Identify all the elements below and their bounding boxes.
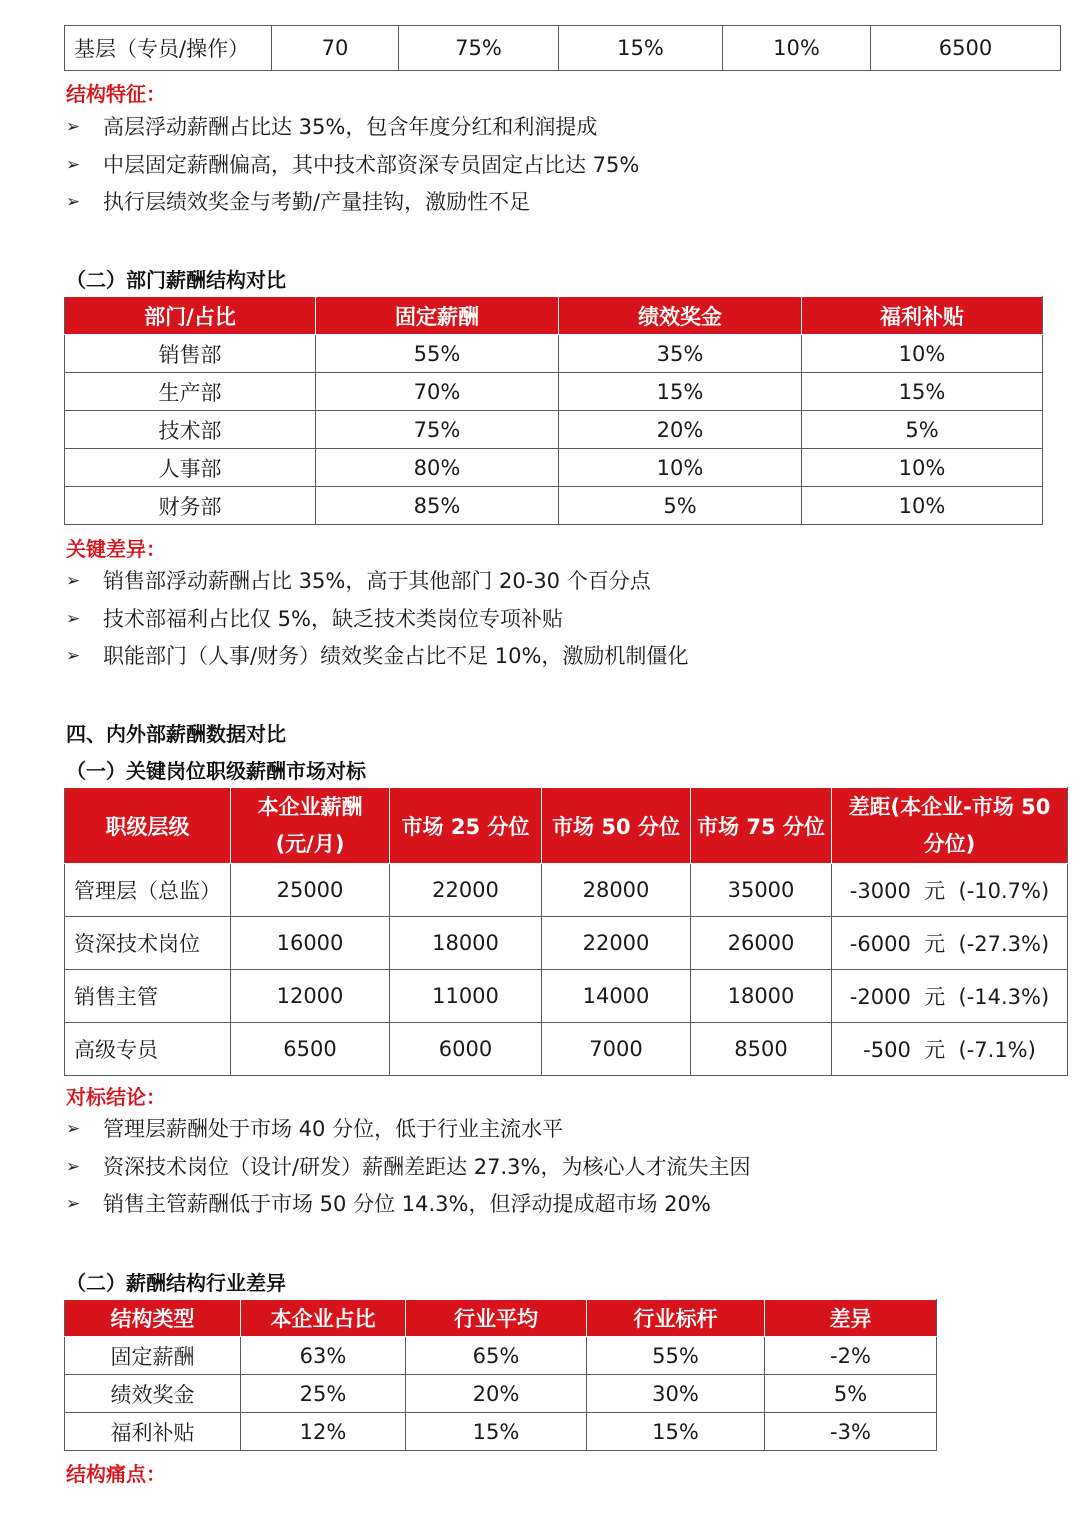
table-cell: 10% [723, 26, 871, 71]
arrow-bullet-icon: ➢ [66, 646, 81, 666]
table-row [65, 1413, 937, 1451]
table-header-cell: 部门/占比 [65, 297, 316, 335]
table-cell: 35000 [691, 864, 832, 917]
section-4-heading: 四、内外部薪酬数据对比 [66, 722, 286, 746]
table-cell: 55% [316, 335, 559, 373]
table-cell: 25% [241, 1375, 406, 1413]
table-header-row [65, 1300, 937, 1337]
table-cell: 15% [559, 26, 723, 71]
table-header-cell: 市场 75 分位 [691, 788, 832, 864]
table-cell: 65% [406, 1337, 587, 1375]
table-cell: 20% [559, 411, 802, 449]
list-item-text: 职能部门（人事/财务）绩效奖金占比不足 10%，激励机制僵化 [103, 644, 689, 668]
table-cell: 30% [587, 1375, 765, 1413]
list-item-text: 销售部浮动薪酬占比 35%，高于其他部门 20-30 个百分点 [103, 569, 651, 593]
table-cell: 80% [316, 449, 559, 487]
table-cell: -500 元 (-7.1%) [832, 1023, 1068, 1076]
market-benchmark-table [64, 787, 1068, 1076]
dept-section-heading: （二）部门薪酬结构对比 [66, 268, 286, 292]
list-item [66, 147, 639, 185]
list-item-text: 执行层绩效奖金与考勤/产量挂钩，激励性不足 [103, 190, 531, 214]
list-item-text: 管理层薪酬处于市场 40 分位，低于行业主流水平 [103, 1117, 564, 1141]
table-cell: 管理层（总监） [65, 864, 231, 917]
table-cell: 5% [802, 411, 1043, 449]
table-cell: 14000 [542, 970, 691, 1023]
table-cell: 6500 [871, 26, 1061, 71]
table-cell: 技术部 [65, 411, 316, 449]
table-cell: 22000 [390, 864, 542, 917]
table-cell: 63% [241, 1337, 406, 1375]
table-row [65, 1023, 1068, 1076]
table-cell: 10% [802, 449, 1043, 487]
list-item [66, 1186, 750, 1224]
header-line: 本企业薪酬 [257, 794, 363, 819]
table-cell: 财务部 [65, 487, 316, 525]
table-cell: 7000 [542, 1023, 691, 1076]
table-cell: 基层（专员/操作） [65, 26, 272, 71]
key-differences-list [66, 563, 688, 676]
salary-level-table-tail [64, 25, 1061, 71]
table-cell: 8500 [691, 1023, 832, 1076]
table-cell: 销售部 [65, 335, 316, 373]
table-cell: 70% [316, 373, 559, 411]
market-benchmark-heading: （一）关键岗位职级薪酬市场对标 [66, 759, 366, 783]
list-item [66, 184, 639, 222]
table-header-cell: 市场 50 分位 [542, 788, 691, 864]
table-header-cell: 本企业占比 [241, 1300, 406, 1337]
table-cell: 35% [559, 335, 802, 373]
list-item-text: 高层浮动薪酬占比达 35%，包含年度分红和利润提成 [103, 115, 598, 139]
table-row [65, 449, 1043, 487]
arrow-bullet-icon: ➢ [66, 117, 81, 137]
table-cell: 10% [559, 449, 802, 487]
header-line: 差距(本企业-市场 50 [848, 794, 1051, 819]
table-cell: 固定薪酬 [65, 1337, 241, 1375]
table-cell: 6500 [231, 1023, 390, 1076]
table-row [65, 373, 1043, 411]
table-cell: 绩效奖金 [65, 1375, 241, 1413]
table-cell: 18000 [390, 917, 542, 970]
table-cell: 12% [241, 1413, 406, 1451]
table-header-row [65, 788, 1068, 864]
benchmark-conclusion-list [66, 1111, 750, 1224]
list-item [66, 563, 688, 601]
table-header-cell: 绩效奖金 [559, 297, 802, 335]
table-cell: 销售主管 [65, 970, 231, 1023]
table-row [65, 1375, 937, 1413]
table-cell: -3000 元 (-10.7%) [832, 864, 1068, 917]
arrow-bullet-icon: ➢ [66, 154, 81, 175]
table-header-cell: 职级层级 [65, 788, 231, 864]
table-cell: 18000 [691, 970, 832, 1023]
table-cell: 11000 [390, 970, 542, 1023]
table-cell: 15% [406, 1413, 587, 1451]
table-cell: -3% [765, 1413, 937, 1451]
list-item [66, 601, 688, 639]
industry-diff-table [64, 1299, 937, 1451]
table-cell: 55% [587, 1337, 765, 1375]
table-cell: 高级专员 [65, 1023, 231, 1076]
table-header-cell: 结构类型 [65, 1300, 241, 1337]
header-line: (元/月) [275, 831, 345, 856]
table-cell: 26000 [691, 917, 832, 970]
table-row [65, 335, 1043, 373]
table-cell: 10% [802, 487, 1043, 525]
header-line: 分位) [923, 831, 976, 856]
table-cell: 16000 [231, 917, 390, 970]
table-cell: 28000 [542, 864, 691, 917]
table-cell: 5% [559, 487, 802, 525]
table-header-cell: 行业标杆 [587, 1300, 765, 1337]
table-cell: 75% [316, 411, 559, 449]
table-row [65, 487, 1043, 525]
arrow-bullet-icon: ➢ [66, 1156, 81, 1177]
table-header-row [65, 297, 1043, 335]
table-cell: 15% [559, 373, 802, 411]
table-cell: 生产部 [65, 373, 316, 411]
list-item [66, 109, 639, 147]
table-cell: 15% [587, 1413, 765, 1451]
structure-features-label: 结构特征： [66, 82, 166, 106]
table-cell: 20% [406, 1375, 587, 1413]
table-cell: 75% [399, 26, 559, 71]
table-cell: -6000 元 (-27.3%) [832, 917, 1068, 970]
arrow-bullet-icon: ➢ [66, 1119, 81, 1139]
arrow-bullet-icon: ➢ [66, 1194, 81, 1214]
table-cell: 85% [316, 487, 559, 525]
table-cell: 资深技术岗位 [65, 917, 231, 970]
list-item [66, 1111, 750, 1149]
table-header-cell: 固定薪酬 [316, 297, 559, 335]
benchmark-conclusion-label: 对标结论： [66, 1085, 166, 1109]
dept-structure-table [64, 296, 1043, 525]
table-cell: 22000 [542, 917, 691, 970]
table-cell: 6000 [390, 1023, 542, 1076]
table-row [65, 864, 1068, 917]
list-item-text: 资深技术岗位（设计/研发）薪酬差距达 27.3%，为核心人才流失主因 [103, 1154, 751, 1179]
table-cell: 15% [802, 373, 1043, 411]
arrow-bullet-icon: ➢ [66, 571, 81, 591]
structure-features-list [66, 109, 639, 222]
list-item [66, 1149, 750, 1187]
table-header-cell: 差异 [765, 1300, 937, 1337]
table-cell: -2000 元 (-14.3%) [832, 970, 1068, 1023]
table-header-cell [231, 788, 390, 864]
list-item-text: 中层固定薪酬偏高，其中技术部资深专员固定占比达 75% [103, 152, 640, 177]
table-header-cell [832, 788, 1068, 864]
table-header-cell: 福利补贴 [802, 297, 1043, 335]
arrow-bullet-icon: ➢ [66, 192, 81, 212]
table-cell: 12000 [231, 970, 390, 1023]
industry-diff-heading: （二）薪酬结构行业差异 [66, 1271, 286, 1295]
table-header-cell: 市场 25 分位 [390, 788, 542, 864]
table-row [65, 917, 1068, 970]
list-item [66, 638, 688, 676]
table-cell: 70 [272, 26, 399, 71]
table-row [65, 411, 1043, 449]
table-cell: 人事部 [65, 449, 316, 487]
list-item-text: 销售主管薪酬低于市场 50 分位 14.3%，但浮动提成超市场 20% [103, 1192, 711, 1216]
table-header-cell: 行业平均 [406, 1300, 587, 1337]
table-row [65, 26, 1061, 71]
table-row [65, 970, 1068, 1023]
list-item-text: 技术部福利占比仅 5%，缺乏技术类岗位专项补贴 [103, 606, 563, 631]
table-row [65, 1337, 937, 1375]
arrow-bullet-icon: ➢ [66, 608, 81, 629]
table-cell: -2% [765, 1337, 937, 1375]
table-cell: 5% [765, 1375, 937, 1413]
table-cell: 福利补贴 [65, 1413, 241, 1451]
table-cell: 25000 [231, 864, 390, 917]
table-cell: 10% [802, 335, 1043, 373]
structure-pain-points-label: 结构痛点： [66, 1462, 166, 1486]
key-differences-label: 关键差异： [66, 537, 166, 561]
